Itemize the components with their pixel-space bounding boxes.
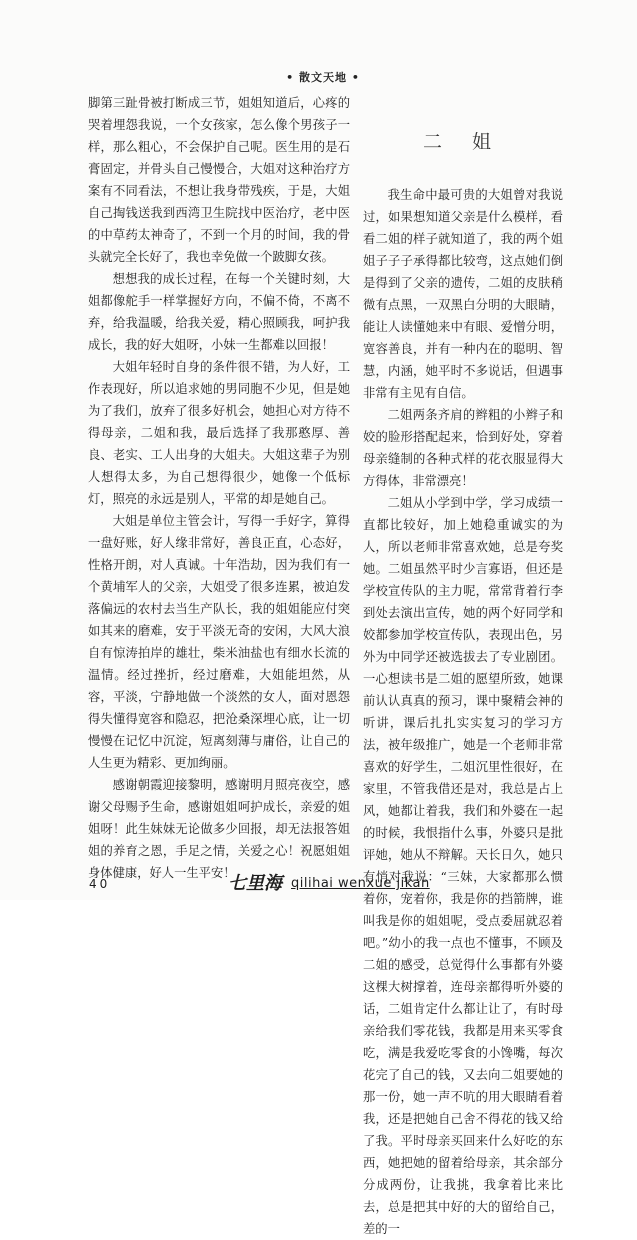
right-paragraph-3: 二姐从小学到中学，学习成绩一直都比较好，加上她稳重诚实的为人，所以老师非常喜欢她，总是夸奖她。二姐虽然平时少言寡语，但还是学校宣传队的主力呢，常常背着行李到处去演出宣传，她的两个好同学和姣都参加学校宣传队，表现出色，另外为中同学还被选拔去了专业剧团。一心想读书是二姐的愿望所致，她课前认认真真的预习，课中聚精会神的听讲，课后扎扎实实复习的学习方法，被年级推广，她是一个老师非常喜欢的好学生，二姐沉里性很好，在家里，不管我借还是对，我总是占上风，她都让着我，我们和外婆在一起的时候，我恨指什么事，外婆只是批评她，她从不辩解。天长日久，她只有悄对我说：“三妹，大家都那么惯着你，宠着你，我是你的挡箭牌，谁叫我是你的姐姐呢，受点委屈就忍着吧。”幼小的我一点也不懂事，不顾及二姐的感受，总觉得什么事都有外婆这棵大树撑着，连母亲都得听外婆的话，二姐肯定什么都让让了，有时母亲给我们零花钱，我都是用来买零食吃，满是我爱吃零食的小馋嘴，每次花完了自己的钱，又去向二姐要她的那一份，她一声不吭的用大眼睛看着我，还是把她自己舍不得花的钱又给了我。平时母亲买回来什么好吃的东西，她把她的留着给母亲，其余部分分成两份，让我挑，我拿着比来比去，总是把其中好的大的留给自己，差的一 xyxy=(363,496,563,1236)
magazine-pinyin: qilihai wenxue jikan xyxy=(291,876,430,891)
left-paragraph-1: 脚第三趾骨被打断成三节，姐姐知道后，心疼的哭着埋怨我说，一个女孩家，怎么像个男孩子一样，那么粗心，不会保护自己呢。医生用的是石膏固定，并骨头自己慢慢合，大姐对这种治疗方案有不同看法，不想让我身带残疾，于是，大姐自己掏钱送我到西湾卫生院找中医治疗，老中医的中草药太神奇了，不到一个月的时间，我的骨头就完全长好了，我也幸免做一个跛脚女孩。 xyxy=(88,96,350,264)
page-footer xyxy=(0,873,637,895)
page-number: 40 xyxy=(89,877,111,891)
right-paragraph-1: 我生命中最可贵的大姐曾对我说过，如果想知道父亲是什么模样，看看二姐的样子就知道了，我的两个姐姐子子子承得都比较弯，这点她们倒是得到了父亲的遗传，二姐的皮肤稍微有点黑，一双黑白分明的大眼睛，能让人读懂她来中有眼、爱憎分明，宽容善良，并有一种内在的聪明、智慧，内涵，她平时不多说话，但遇事非常有主见有自信。 xyxy=(363,188,563,400)
right-paragraph-2: 二姐两条齐肩的辫粗的小辫子和姣的脸形搭配起来，恰到好处，穿着母亲缝制的各种式样的花衣服显得大方得体，非常漂亮！ xyxy=(363,408,563,488)
article-title: 二 姐 xyxy=(422,131,504,153)
section-header: • 散文天地 • xyxy=(286,71,360,84)
left-paragraph-3: 大姐年轻时自身的条件很不错，为人好，工作表现好，所以追求她的男同胞不少见，但是她为了我们，放弃了很多好机会，她担心对方待不得母亲，二姐和我，最后选择了我那憨厚、善良、老实、工人出身的大姐夫。大姐这辈子为别人想得太多，为自己想得很少，她像一个低标灯，照亮的永远是别人，平常的却是她自己。 xyxy=(88,360,350,506)
magazine-logo: 七里海 xyxy=(228,873,282,894)
left-column xyxy=(88,92,350,884)
left-paragraph-5: 感谢朝霞迎接黎明，感谢明月照亮夜空，感谢父母赐予生命，感谢姐姐呵护成长，亲爱的姐姐呀！此生妹妹无论做多少回报，却无法报答姐姐的养育之恩，手足之情，关爱之心！祝愿姐姐身体健康，好人一生平安！ xyxy=(88,778,350,880)
left-paragraph-4: 大姐是单位主管会计，写得一手好字，算得一盘好账，好人缘非常好，善良正直，心态好，性格开朗，对人真诚。十年浩劫，因为我们有一个黄埔军人的父亲，大姐受了很多连累，被迫发落偏远的农村去当生产队长，我的姐姐能应付突如其来的磨难，安于平淡无奇的安闲，大风大浪自有惊涛拍岸的雄壮，柴米油盐也有细水长流的温情。经过挫折，经过磨难，大姐能坦然，从容，平淡，宁静地做一个淡然的女人，面对恩怨得失懂得宽容和隐忍，把沧桑深埋心底，让一切慢慢在记忆中沉淀，短离刻薄与庸俗，让自己的人生更为精彩、更加绚丽。 xyxy=(88,514,350,770)
right-column xyxy=(363,92,563,1240)
left-paragraph-2: 想想我的成长过程，在每一个关键时刻，大姐都像舵手一样掌握好方向，不偏不倚，不离不弃，给我温暖，给我关爱，精心照顾我，呵护我成长，我的好大姐呀，小妹一生都难以回报！ xyxy=(88,272,350,352)
